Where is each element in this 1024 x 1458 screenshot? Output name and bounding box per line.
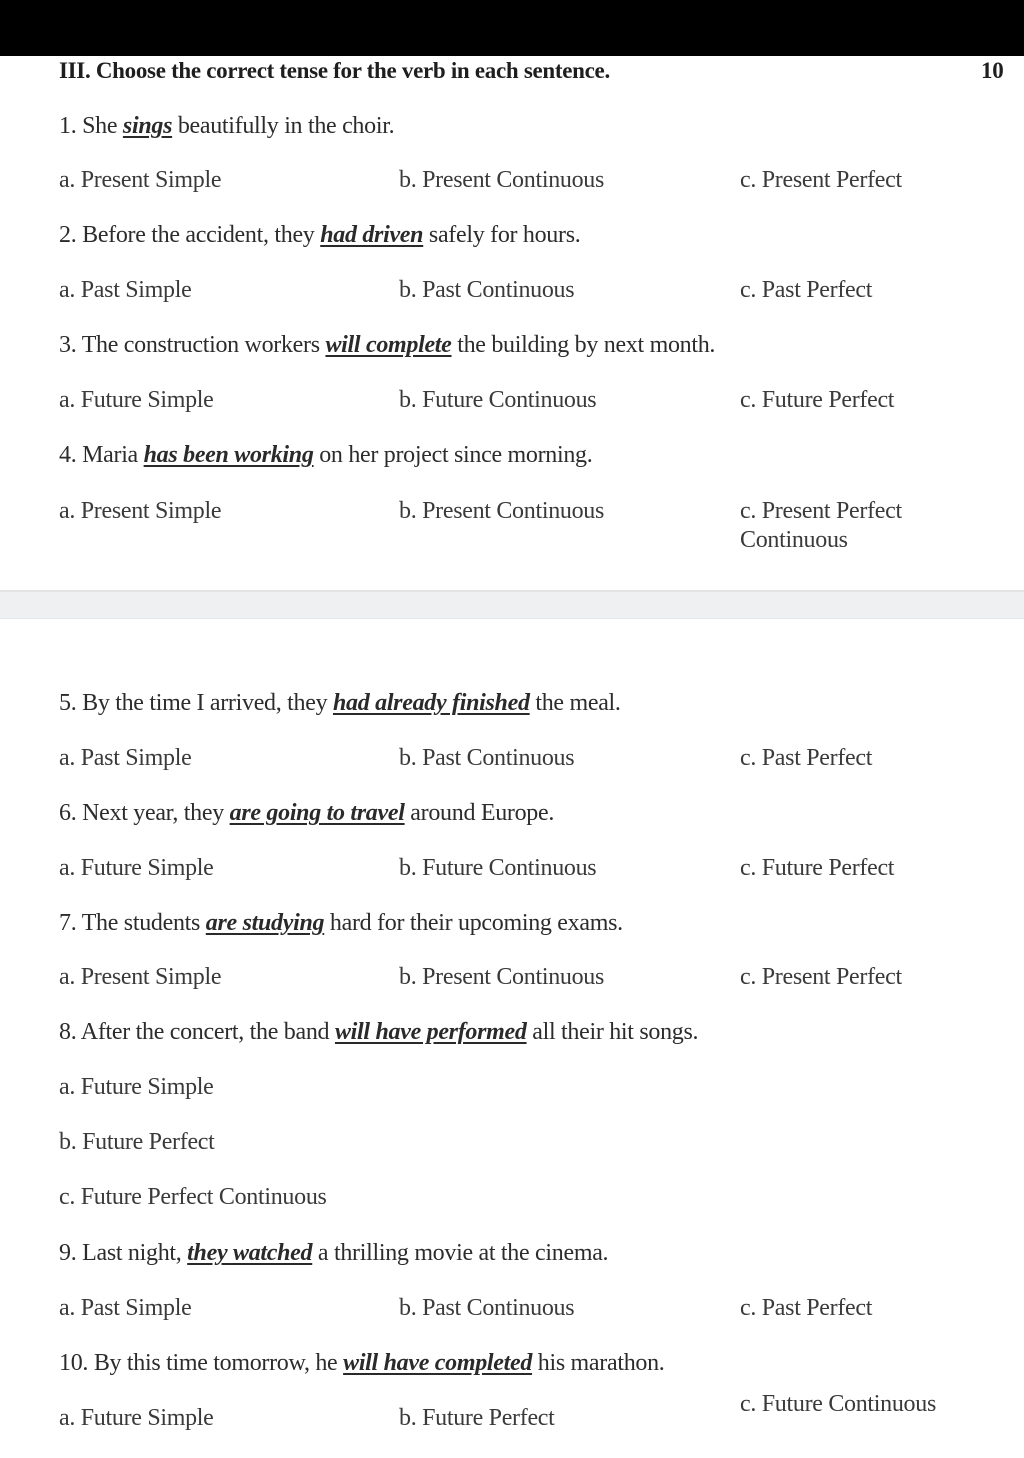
question-text: on her project since morning. [313,442,593,468]
option-b[interactable]: b. Present Continuous [399,498,605,524]
question-text: a thrilling movie at the cinema. [312,1240,609,1266]
question-2 [59,221,580,249]
option-a[interactable]: a. Past Simple [59,277,192,303]
option-b[interactable]: b. Future Continuous [399,387,597,413]
question-text: By the time I arrived, they [82,690,333,716]
underlined-verb: they watched [187,1240,313,1266]
question-number: 2. [59,222,77,248]
underlined-verb: will complete [325,332,452,358]
question-1 [59,112,394,140]
option-a[interactable]: a. Future Simple [59,1405,214,1431]
question-number: 1. [59,113,77,139]
question-number: 8. [59,1019,77,1045]
underlined-verb: are going to travel [229,800,405,826]
question-number: 9. [59,1240,77,1266]
question-9 [59,1239,608,1267]
question-text: Next year, they [82,800,230,826]
question-text: hard for their upcoming exams. [324,910,623,936]
question-number: 3. [59,332,77,358]
question-text: the meal. [529,690,621,716]
question-text: The students [81,910,206,936]
question-text: the building by next month. [451,332,716,358]
question-text: Before the accident, they [82,222,321,248]
option-a[interactable]: a. Present Simple [59,167,222,193]
option-b[interactable]: b. Present Continuous [399,167,605,193]
question-3 [59,331,715,359]
underlined-verb: had already finished [332,690,530,716]
question-text: Maria [82,442,144,468]
option-c[interactable]: c. Past Perfect [740,1295,873,1321]
option-a[interactable]: a. Present Simple [59,964,222,990]
option-c[interactable]: c. Future Continuous [740,1391,936,1417]
top-black-bar [0,0,1024,56]
question-text: his marathon. [532,1350,665,1376]
question-number: 5. [59,690,77,716]
option-c[interactable]: c. Present Perfect [740,964,902,990]
option-a[interactable]: a. Future Simple [59,1074,214,1100]
underlined-verb: will have completed [343,1350,533,1376]
question-text: After the concert, the band [80,1019,335,1045]
option-c[interactable]: c. Past Perfect [740,745,873,771]
option-a[interactable]: a. Present Simple [59,498,222,524]
option-c[interactable]: c. Present Perfect [740,167,902,193]
page-separator [0,590,1024,619]
question-10 [59,1349,665,1377]
question-6 [59,799,554,827]
question-5 [59,689,621,717]
question-text: beautifully in the choir. [172,113,395,139]
question-text: She [82,113,123,139]
underlined-verb: will have performed [334,1019,527,1045]
underlined-verb: had driven [320,222,424,248]
option-b[interactable]: b. Present Continuous [399,964,605,990]
option-c-continued: Continuous [740,527,848,553]
option-b[interactable]: b. Future Perfect [59,1129,215,1155]
underlined-verb: has been working [143,442,314,468]
question-7 [59,909,623,937]
underlined-verb: are studying [205,910,325,936]
question-number: 7. [59,910,77,936]
option-b[interactable]: b. Future Perfect [399,1405,555,1431]
option-b[interactable]: b. Past Continuous [399,277,575,303]
question-text: around Europe. [404,800,555,826]
option-c[interactable]: c. Present Perfect [740,498,902,524]
option-c[interactable]: c. Future Perfect Continuous [59,1184,327,1210]
option-b[interactable]: b. Future Continuous [399,855,597,881]
question-text: safely for hours. [423,222,581,248]
option-b[interactable]: b. Past Continuous [399,745,575,771]
option-c[interactable]: c. Future Perfect [740,387,895,413]
section-heading: III. Choose the correct tense for the verb in each sentence. [59,58,610,83]
question-8 [59,1018,698,1046]
question-number: 6. [59,800,77,826]
option-a[interactable]: a. Past Simple [59,1295,192,1321]
option-a[interactable]: a. Future Simple [59,387,214,413]
question-text: By this time tomorrow, he [93,1350,344,1376]
question-number: 4. [59,442,77,468]
option-c[interactable]: c. Future Perfect [740,855,895,881]
question-text: all their hit songs. [526,1019,699,1045]
option-a[interactable]: a. Future Simple [59,855,214,881]
question-4 [59,441,592,469]
question-number: 10. [59,1350,89,1376]
option-b[interactable]: b. Past Continuous [399,1295,575,1321]
question-text: Last night, [82,1240,188,1266]
underlined-verb: sings [122,113,173,139]
section-score: 10 [981,58,1004,83]
option-a[interactable]: a. Past Simple [59,745,192,771]
question-text: The construction workers [81,332,326,358]
option-c[interactable]: c. Past Perfect [740,277,873,303]
